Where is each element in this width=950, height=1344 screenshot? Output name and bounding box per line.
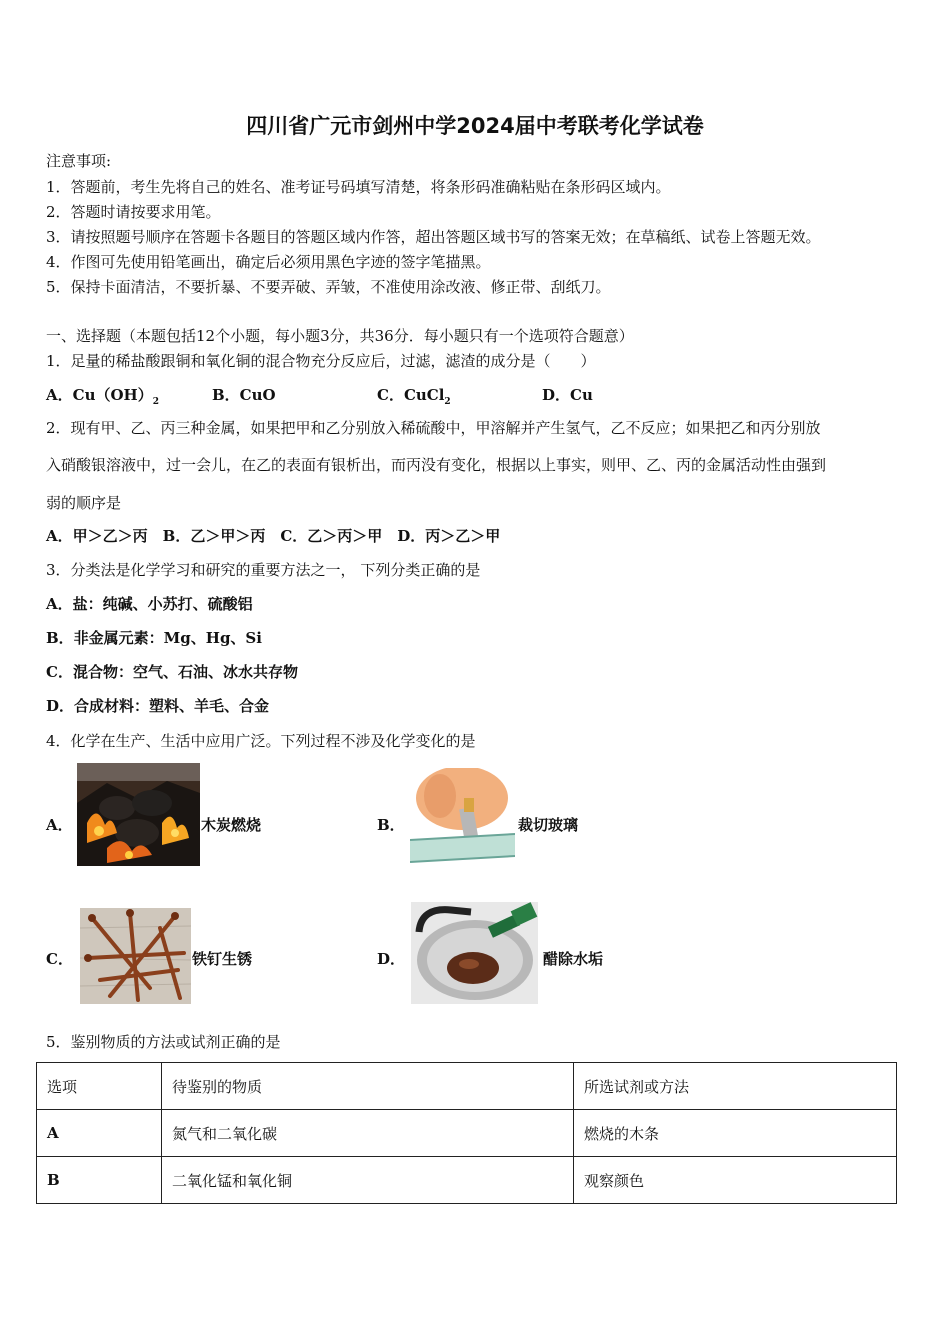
notice-item: 2．答题时请按要求用笔。 [46, 203, 221, 221]
option-b-text: 裁切玻璃 [518, 816, 579, 834]
page-title: 四川省广元市剑州中学2024届中考联考化学试卷 [246, 114, 704, 138]
notice-item: 4．作图可先使用铅笔画出，确定后必须用黑色字迹的签字笔描黑。 [46, 253, 491, 271]
table-header-row [37, 1063, 897, 1110]
question-5-stem: 5．鉴别物质的方法或试剂正确的是 [46, 1033, 281, 1051]
table-header-cell: 选项 [37, 1063, 162, 1110]
question-3-stem: 3．分类法是化学学习和研究的重要方法之一， 下列分类正确的是 [46, 561, 481, 579]
option-a-letter: A． [46, 816, 73, 834]
table-header-cell: 待鉴别的物质 [162, 1063, 574, 1110]
question-2-options: A．甲＞乙＞丙 B．乙＞甲＞丙 C．乙＞丙＞甲 D．丙＞乙＞甲 [46, 527, 501, 545]
question-1-options [46, 384, 906, 407]
question-2-line: 弱的顺序是 [46, 494, 122, 512]
table-cell: 燃烧的木条 [574, 1110, 897, 1157]
option-b-letter: B． [377, 816, 405, 834]
option-c-text: 铁钉生锈 [192, 950, 253, 968]
identification-table [36, 1062, 897, 1204]
option-c: C．CuCl$_2$ [377, 386, 451, 407]
question-2-line: 2．现有甲、乙、丙三种金属，如果把甲和乙分别放入稀硫酸中，甲溶解并产生氢气，乙不反应；如果把乙和丙分别放 [46, 419, 821, 437]
table-header-cell: 所选试剂或方法 [574, 1063, 897, 1110]
rusty-nails-image [80, 908, 191, 1004]
option-a: A．盐：纯碱、小苏打、硫酸铝 [46, 595, 253, 613]
question-1-stem: 1．足量的稀盐酸跟铜和氧化铜的混合物充分反应后，过滤，滤渣的成分是（ ） [46, 352, 596, 370]
table-cell: 观察颜色 [574, 1157, 897, 1204]
charcoal-burning-image [77, 763, 200, 866]
option-b: B．CuO [212, 386, 276, 404]
cutting-glass-image [410, 768, 515, 868]
option-d-letter: D． [377, 950, 406, 968]
question-4-stem: 4．化学在生产、生活中应用广泛。下列过程不涉及化学变化的是 [46, 732, 476, 750]
vinegar-descaling-image [411, 902, 538, 1004]
option-b: B．非金属元素：Mg、Hg、Si [46, 629, 262, 647]
table-row [37, 1157, 897, 1204]
notice-heading: 注意事项: [46, 152, 112, 170]
section-heading: 一、选择题（本题包括12个小题，每小题3分，共36分．每小题只有一个选项符合题意） [46, 327, 634, 345]
table-cell: 二氧化锰和氧化铜 [162, 1157, 574, 1204]
table-cell: A [37, 1110, 162, 1157]
notice-item: 3．请按照题号顺序在答题卡各题目的答题区域内作答，超出答题区域书写的答案无效；在草稿纸、试卷上答题无效。 [46, 228, 821, 246]
option-d: D．Cu [542, 386, 593, 404]
option-d-text: 醋除水垢 [543, 950, 604, 968]
notice-item: 1．答题前，考生先将自己的姓名、准考证号码填写清楚，将条形码准确粘贴在条形码区域内。 [46, 178, 671, 196]
table-cell: 氮气和二氧化碳 [162, 1110, 574, 1157]
option-c: C．混合物：空气、石油、冰水共存物 [46, 663, 298, 681]
table-row [37, 1110, 897, 1157]
option-c-letter: C． [46, 950, 73, 968]
table-cell: B [37, 1157, 162, 1204]
option-a: A．$Cu(OH)_2$ [46, 386, 159, 407]
option-d: D．合成材料：塑料、羊毛、合金 [46, 697, 270, 715]
option-a-text: 木炭燃烧 [201, 816, 262, 834]
question-2-line: 入硝酸银溶液中，过一会儿，在乙的表面有银析出，而丙没有变化，根据以上事实，则甲、乙、丙的金属活动性由强到 [46, 456, 827, 474]
notice-item: 5．保持卡面清洁，不要折暴、不要弄破、弄皱，不准使用涂改液、修正带、刮纸刀。 [46, 278, 611, 296]
